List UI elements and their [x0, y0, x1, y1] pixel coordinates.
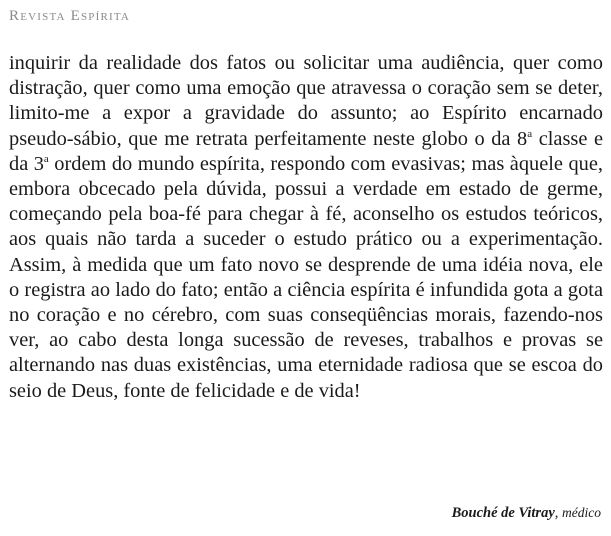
- running-head: Revista Espírita: [9, 8, 131, 24]
- paragraph-text-part-3: ordem do mundo espírita, respondo com evasivas; mas àquele que, embora obcecado pela dúvida, possui a verdade em estado de germe, começando pela boa-fé para chegar à fé, aconselho os estudos teóricos, aos quais não tarda a suceder o estudo prático ou a experimentação. Assim, à medida que um fato novo se desprende de uma idéia nova, ele o registra ao lado do fato; então a ciência espírita é infundida gota a gota no coração e no cérebro, com suas conseqüências morais, fazendo-nos ver, ao cabo desta longa sucessão de reveses, trabalhos e provas se alternando nas duas existências, uma eternidade radiosa que se escoa do seio de Deus, fonte de felicidade e de vida!: [9, 152, 603, 402]
- signature-separator: ,: [554, 505, 563, 521]
- ordinal-superscript-1: a: [527, 127, 533, 140]
- paragraph-text-part-1: inquirir da realidade dos fatos ou solicitar uma audiência, quer como distração, quer como uma emoção que atravessa o coração sem se deter, limito-me a expor a gravidade do assunto; ao Espírito encarnado pseudo-sábio, que me retrata perfeitamente neste globo o da 8: [9, 52, 603, 150]
- paragraph-text-part-2: classe e da 3: [9, 127, 604, 175]
- signature-role: médico: [562, 505, 601, 520]
- ordinal-superscript-2: a: [43, 153, 49, 166]
- signature: [452, 505, 601, 522]
- signature-name: Bouché de Vitray: [451, 505, 555, 521]
- body-paragraph: [9, 51, 603, 404]
